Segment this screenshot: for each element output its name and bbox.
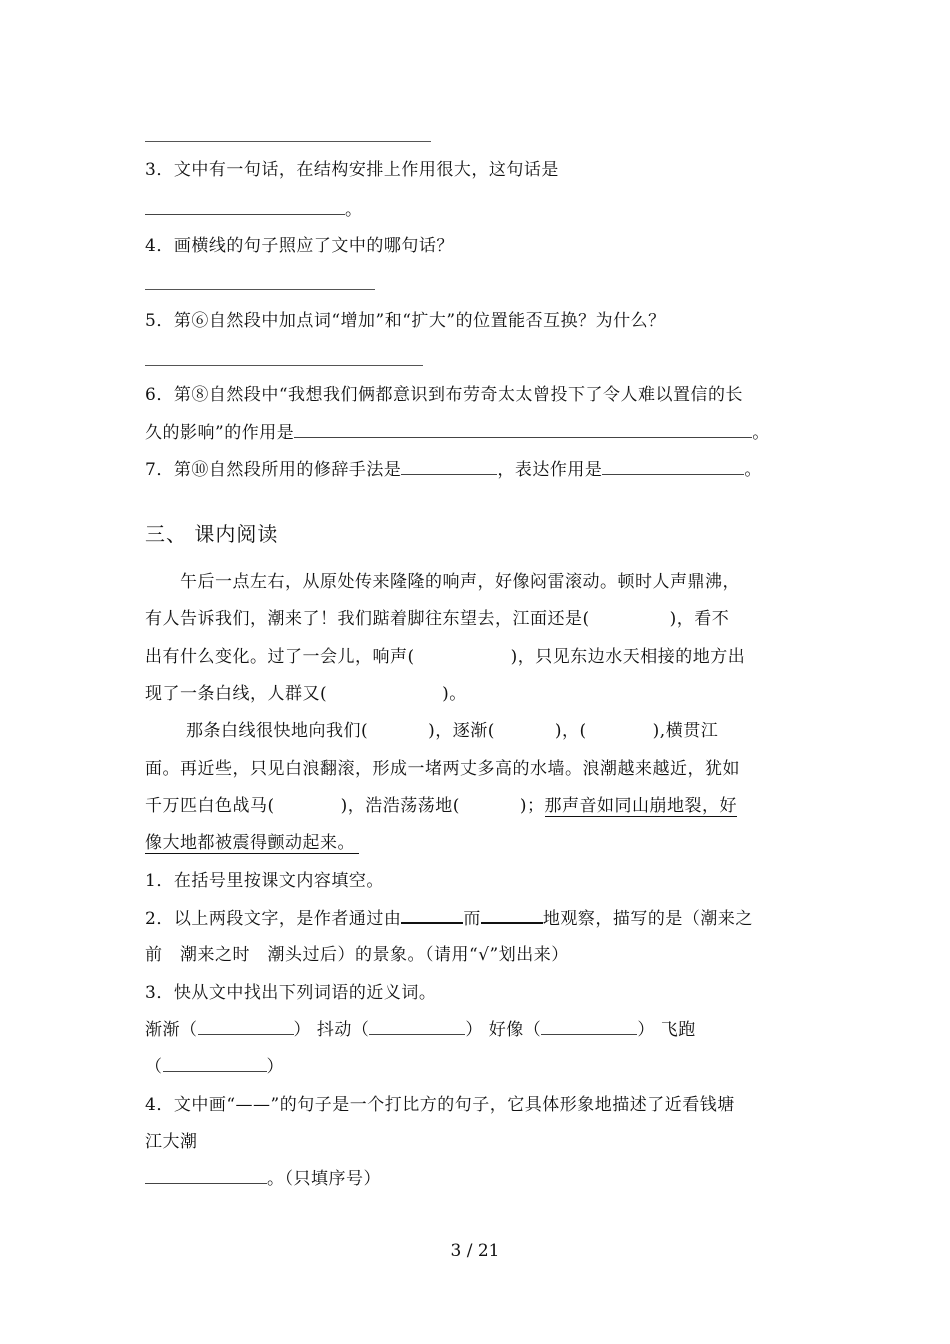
paragraph-1-line-3: 出有什么变化。过了一会儿，响声( )，只见东边水天相接的地方出 [145,647,746,667]
underlined-sentence: 那声音如同山崩地裂，好 [544,796,738,816]
answer-blank [602,458,744,475]
question-6-line-2: 久的影响”的作用是 。 [145,423,770,443]
answer-blank [145,1167,267,1184]
paragraph-2-line-4 [145,831,359,855]
paragraph-2-line-1: 那条白线很快地向我们( )，逐渐( )，( ),横贯江 [186,721,719,741]
page-number: 3 / 21 [450,1241,500,1261]
question-4 [145,234,454,258]
answer-blank [369,1018,465,1035]
question-7: 7．第⑩自然段所用的修辞手法是 ，表达作用是 。 [145,460,762,480]
underlined-sentence-end: 像大地都被震得颤动起来。 [145,833,359,854]
question-a4-line-1: 4．文中画“——”的句子是一个打比方的句子，它具体形象地描述了近看钱塘 [145,1095,735,1115]
section-title: 三、 课内阅读 [145,522,279,546]
question-a2: 2．以上两段文字，是作者通过由 而 地观察，描写的是（潮来之 [145,906,753,931]
question-text: 4．画横线的句子照应了文中的哪句话？ [145,236,454,256]
question-text: 3．文中有一句话，在结构安排上作用很大，这句话是 [145,160,559,180]
question-5 [145,309,666,333]
paragraph-1-line-1: 午后一点左右，从原处传来隆隆的响声，好像闷雷滚动。顿时人声鼎沸， [180,572,740,592]
question-a3-words-line-2: （ ） [145,1057,284,1077]
answer-line [145,365,423,366]
question-text: 6．第⑧自然段中“我想我们俩都意识到布劳奇太太曾投下了令人难以置信的长 [145,385,744,405]
question-text: 5．第⑥自然段中加点词“增加”和“扩大”的位置能否互换？为什么？ [145,311,666,331]
answer-blank [198,1018,294,1035]
answer-line [145,141,431,142]
answer-blank [145,198,345,215]
question-6-line-1 [145,383,743,407]
answer-line [145,289,375,290]
question-a3: 3．快从文中找出下列词语的近义词。 [145,983,437,1003]
answer-blank [541,1018,637,1035]
question-a4-answer: 。（只填序号） [145,1167,381,1191]
paragraph-1-line-2: 有人告诉我们，潮来了！我们踮着脚往东望去，江面还是( )，看不 [145,609,730,629]
paragraph-2-line-2: 面。再近些，只见白浪翻滚，形成一堵两丈多高的水墙。浪潮越来越近，犹如 [145,759,740,779]
question-a4-line-2: 江大潮 [145,1132,198,1152]
answer-blank [294,421,752,438]
question-a2-line-2: 前 潮来之时 潮头过后）的景象。（请用“√”划出来） [145,945,569,965]
answer-blank [401,458,497,475]
answer-blank [163,1055,267,1072]
paragraph-2-line-3: 千万匹白色战马( )，浩浩荡荡地( )；那声音如同山崩地裂，好 [145,796,738,816]
question-3 [145,158,559,182]
answer-blank [401,906,463,924]
question-a1: 1．在括号里按课文内容填空。 [145,871,384,891]
question-3-answer: 。 [145,198,363,222]
question-a3-words: 渐渐（ ） 抖动（ ） 好像（ ） 飞跑 [145,1020,696,1040]
answer-blank [481,906,543,924]
paragraph-1-line-4: 现了一条白线，人群又( )。 [145,684,467,704]
